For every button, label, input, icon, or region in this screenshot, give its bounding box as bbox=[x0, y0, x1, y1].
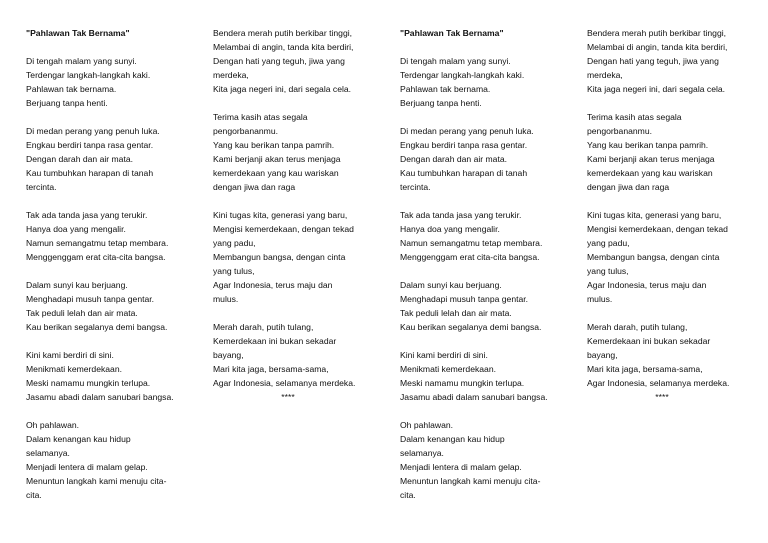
poem-line: Mari kita jaga, bersama-sama, bbox=[213, 364, 329, 374]
poem-line: Engkau berdiri tanpa rasa gentar. bbox=[400, 140, 528, 150]
poem-line: Dalam kenangan kau hidup bbox=[26, 434, 131, 444]
stanza-gap bbox=[26, 194, 186, 208]
poem-line: cita. bbox=[26, 490, 42, 500]
poem-line: pengorbananmu. bbox=[213, 126, 278, 136]
poem-line: Oh pahlawan. bbox=[26, 420, 80, 430]
end-mark: **** bbox=[655, 392, 669, 402]
poem-line: Terima kasih atas segala bbox=[587, 112, 682, 122]
poem-line: Dalam kenangan kau hidup bbox=[400, 434, 505, 444]
poem-line: yang tulus, bbox=[213, 266, 255, 276]
poem-line: Kita jaga negeri ini, dari segala cela. bbox=[213, 84, 352, 94]
stanza-gap bbox=[400, 404, 560, 418]
poem-line: Melambai di angin, tanda kita berdiri, bbox=[213, 42, 354, 52]
poem-line: Mari kita jaga, bersama-sama, bbox=[587, 364, 703, 374]
poem-line: mulus. bbox=[587, 294, 613, 304]
stanza-gap bbox=[400, 334, 560, 348]
poem-line: Berjuang tanpa henti. bbox=[26, 98, 108, 108]
poem-line: Yang kau berikan tanpa pamrih. bbox=[213, 140, 335, 150]
poem-line: Pahlawan tak bernama. bbox=[26, 84, 117, 94]
poem-line: Di tengah malam yang sunyi. bbox=[26, 56, 137, 66]
poem-column-1 bbox=[26, 26, 186, 502]
poem-line: Menikmati kemerdekaan. bbox=[400, 364, 497, 374]
stanza-gap bbox=[587, 96, 752, 110]
poem-line: yang padu, bbox=[213, 238, 256, 248]
stanza-gap bbox=[26, 40, 186, 54]
poem-line: Kini kami berdiri di sini. bbox=[26, 350, 114, 360]
poem-line: kemerdekaan yang kau wariskan bbox=[587, 168, 713, 178]
stanza-gap bbox=[213, 194, 378, 208]
stanza-gap bbox=[587, 306, 752, 320]
stanza-gap bbox=[213, 96, 378, 110]
poem-line: Kini tugas kita, generasi yang baru, bbox=[213, 210, 348, 220]
poem-line: Dengan hati yang teguh, jiwa yang bbox=[213, 56, 345, 66]
poem-line: selamanya. bbox=[26, 448, 70, 458]
poem-line: Dengan darah dan air mata. bbox=[26, 154, 134, 164]
poem-line: Meski namamu mungkin terlupa. bbox=[400, 378, 525, 388]
poem-line: Dalam sunyi kau berjuang. bbox=[400, 280, 502, 290]
stanza-gap bbox=[26, 404, 186, 418]
stanza-gap bbox=[400, 110, 560, 124]
stanza-gap bbox=[400, 194, 560, 208]
poem-line: Agar Indonesia, selamanya merdeka. bbox=[213, 378, 356, 388]
poem-line: Hanya doa yang mengalir. bbox=[400, 224, 500, 234]
poem-line: Membangun bangsa, dengan cinta bbox=[587, 252, 720, 262]
poem-line: Tak ada tanda jasa yang terukir. bbox=[26, 210, 148, 220]
poem-line: Kau berikan segalanya demi bangsa. bbox=[400, 322, 542, 332]
poem-line: yang padu, bbox=[587, 238, 630, 248]
poem-line: Terdengar langkah-langkah kaki. bbox=[26, 70, 151, 80]
poem-line: Di medan perang yang penuh luka. bbox=[400, 126, 534, 136]
poem-line: Tak ada tanda jasa yang terukir. bbox=[400, 210, 522, 220]
poem-line: Menggenggam erat cita-cita bangsa. bbox=[400, 252, 540, 262]
poem-line: Merah darah, putih tulang, bbox=[213, 322, 314, 332]
poem-line: Terima kasih atas segala bbox=[213, 112, 308, 122]
poem-title: "Pahlawan Tak Bernama" bbox=[26, 28, 130, 38]
poem-line: Jasamu abadi dalam sanubari bangsa. bbox=[400, 392, 548, 402]
poem-line: Kau berikan segalanya demi bangsa. bbox=[26, 322, 168, 332]
poem-line: Kemerdekaan ini bukan sekadar bbox=[587, 336, 711, 346]
poem-line: yang tulus, bbox=[587, 266, 629, 276]
poem-line: bayang, bbox=[213, 350, 244, 360]
poem-line: Oh pahlawan. bbox=[400, 420, 454, 430]
poem-line: Agar Indonesia, selamanya merdeka. bbox=[587, 378, 730, 388]
poem-line: Meski namamu mungkin terlupa. bbox=[26, 378, 151, 388]
poem-line: Kini kami berdiri di sini. bbox=[400, 350, 488, 360]
poem-line: Di medan perang yang penuh luka. bbox=[26, 126, 160, 136]
stanza-gap bbox=[26, 264, 186, 278]
poem-line: Menuntun langkah kami menuju cita- bbox=[26, 476, 167, 486]
poem-line: Engkau berdiri tanpa rasa gentar. bbox=[26, 140, 154, 150]
poem-line: Mengisi kemerdekaan, dengan tekad bbox=[587, 224, 728, 234]
poem-line: Pahlawan tak bernama. bbox=[400, 84, 491, 94]
poem-line: Bendera merah putih berkibar tinggi, bbox=[587, 28, 727, 38]
poem-line: Mengisi kemerdekaan, dengan tekad bbox=[213, 224, 354, 234]
end-mark: **** bbox=[281, 392, 295, 402]
poem-line: Merah darah, putih tulang, bbox=[587, 322, 688, 332]
poem-column-4 bbox=[587, 26, 752, 404]
poem-line: merdeka, bbox=[587, 70, 623, 80]
poem-line: merdeka, bbox=[213, 70, 249, 80]
poem-column-2 bbox=[213, 26, 378, 404]
poem-line: Jasamu abadi dalam sanubari bangsa. bbox=[26, 392, 174, 402]
poem-line: Melambai di angin, tanda kita berdiri, bbox=[587, 42, 728, 52]
stanza-gap bbox=[587, 194, 752, 208]
stanza-gap bbox=[26, 110, 186, 124]
poem-line: Dengan hati yang teguh, jiwa yang bbox=[587, 56, 719, 66]
poem-line: Menikmati kemerdekaan. bbox=[26, 364, 123, 374]
poem-line: Menuntun langkah kami menuju cita- bbox=[400, 476, 541, 486]
poem-line: selamanya. bbox=[400, 448, 444, 458]
poem-line: Kami berjanji akan terus menjaga bbox=[213, 154, 341, 164]
poem-column-3 bbox=[400, 26, 560, 502]
poem-line: mulus. bbox=[213, 294, 239, 304]
poem-line: Namun semangatmu tetap membara. bbox=[26, 238, 169, 248]
poem-line: cita. bbox=[400, 490, 416, 500]
poem-title: "Pahlawan Tak Bernama" bbox=[400, 28, 504, 38]
poem-line: tercinta. bbox=[400, 182, 431, 192]
poem-line: Berjuang tanpa henti. bbox=[400, 98, 482, 108]
poem-line: Agar Indonesia, terus maju dan bbox=[587, 280, 707, 290]
poem-line: Agar Indonesia, terus maju dan bbox=[213, 280, 333, 290]
poem-line: Dalam sunyi kau berjuang. bbox=[26, 280, 128, 290]
poem-line: Hanya doa yang mengalir. bbox=[26, 224, 126, 234]
poem-line: Namun semangatmu tetap membara. bbox=[400, 238, 543, 248]
poem-line: pengorbananmu. bbox=[587, 126, 652, 136]
stanza-gap bbox=[213, 306, 378, 320]
poem-line: Membangun bangsa, dengan cinta bbox=[213, 252, 346, 262]
poem-line: Dengan darah dan air mata. bbox=[400, 154, 508, 164]
poem-line: Kita jaga negeri ini, dari segala cela. bbox=[587, 84, 726, 94]
poem-line: Di tengah malam yang sunyi. bbox=[400, 56, 511, 66]
poem-line: Menjadi lentera di malam gelap. bbox=[400, 462, 522, 472]
poem-line: Menghadapi musuh tanpa gentar. bbox=[400, 294, 529, 304]
stanza-gap bbox=[400, 40, 560, 54]
poem-line: Kau tumbuhkan harapan di tanah bbox=[26, 168, 154, 178]
poem-line: Bendera merah putih berkibar tinggi, bbox=[213, 28, 353, 38]
poem-line: dengan jiwa dan raga bbox=[587, 182, 670, 192]
poem-line: Tak peduli lelah dan air mata. bbox=[26, 308, 138, 318]
poem-line: Menjadi lentera di malam gelap. bbox=[26, 462, 148, 472]
poem-line: Kau tumbuhkan harapan di tanah bbox=[400, 168, 528, 178]
poem-line: Kami berjanji akan terus menjaga bbox=[587, 154, 715, 164]
poem-line: kemerdekaan yang kau wariskan bbox=[213, 168, 339, 178]
poem-line: Terdengar langkah-langkah kaki. bbox=[400, 70, 525, 80]
stanza-gap bbox=[26, 334, 186, 348]
poem-line: Menggenggam erat cita-cita bangsa. bbox=[26, 252, 166, 262]
poem-line: tercinta. bbox=[26, 182, 57, 192]
poem-line: Yang kau berikan tanpa pamrih. bbox=[587, 140, 709, 150]
poem-line: bayang, bbox=[587, 350, 618, 360]
poem-line: Tak peduli lelah dan air mata. bbox=[400, 308, 512, 318]
poem-line: dengan jiwa dan raga bbox=[213, 182, 296, 192]
poem-line: Kemerdekaan ini bukan sekadar bbox=[213, 336, 337, 346]
poem-line: Menghadapi musuh tanpa gentar. bbox=[26, 294, 155, 304]
poem-line: Kini tugas kita, generasi yang baru, bbox=[587, 210, 722, 220]
stanza-gap bbox=[400, 264, 560, 278]
